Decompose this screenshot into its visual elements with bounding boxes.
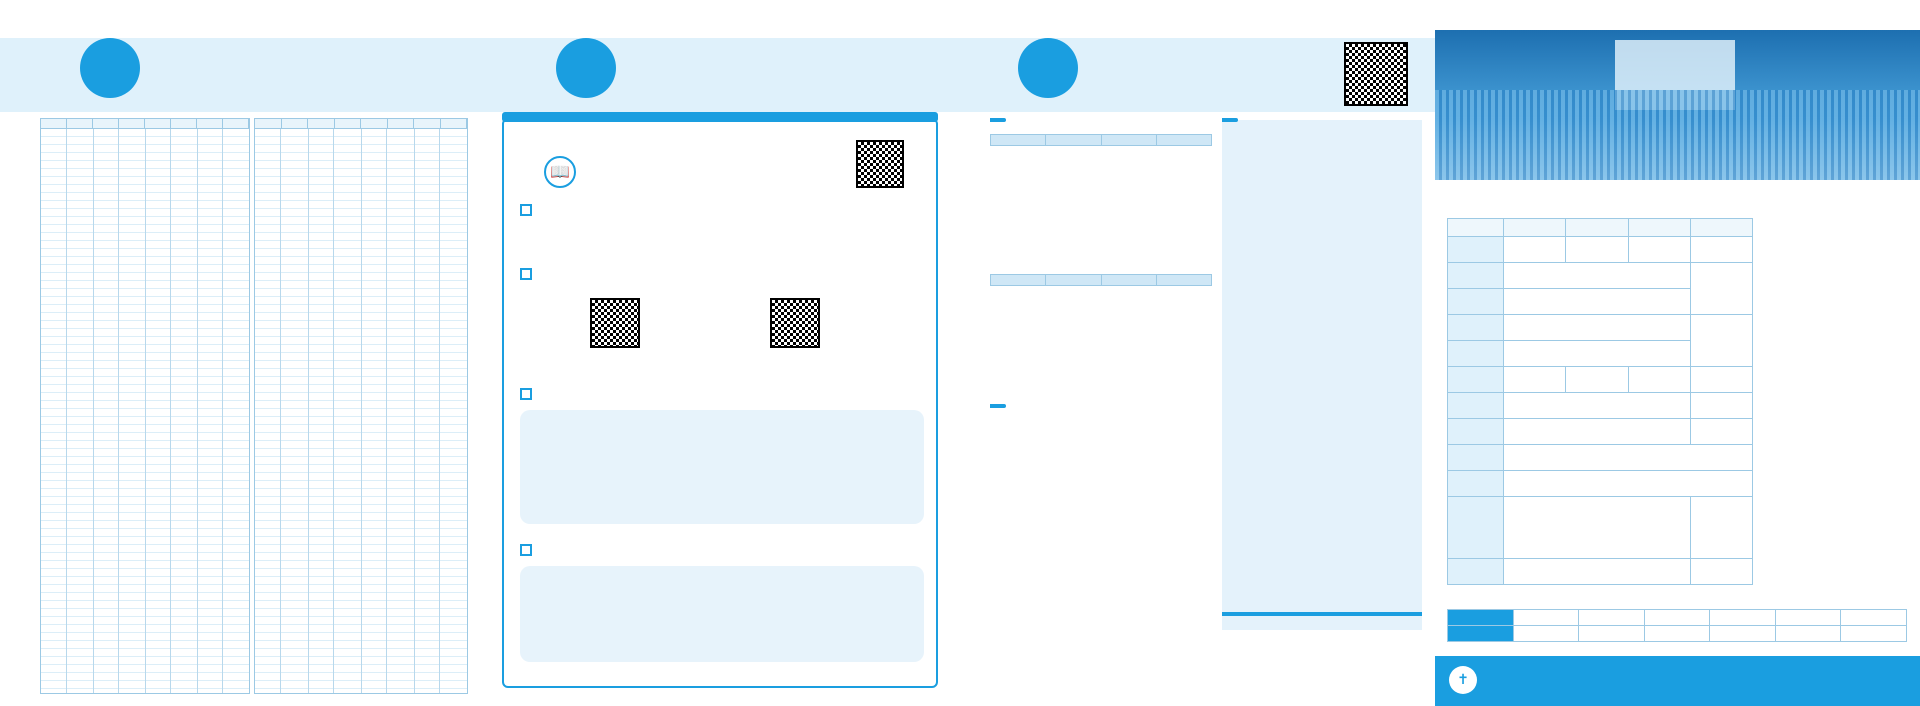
cell bbox=[1690, 237, 1752, 263]
cell bbox=[1710, 610, 1776, 626]
cell bbox=[1504, 393, 1691, 419]
row-label bbox=[1448, 559, 1504, 585]
word-panel bbox=[520, 410, 924, 524]
col-header bbox=[1046, 135, 1101, 146]
row-label bbox=[1448, 367, 1504, 393]
cell bbox=[1775, 626, 1841, 642]
section-worship bbox=[520, 268, 538, 280]
book-icon: 📖 bbox=[544, 156, 576, 188]
cell bbox=[1690, 419, 1752, 445]
cell bbox=[1504, 341, 1691, 367]
page-5 bbox=[0, 0, 480, 706]
section-welcome bbox=[520, 204, 538, 216]
roster-header bbox=[40, 118, 250, 129]
cell bbox=[1579, 610, 1645, 626]
row-label bbox=[1448, 393, 1504, 419]
mission-tag bbox=[990, 404, 1006, 408]
col-header bbox=[1101, 275, 1156, 286]
col-header bbox=[991, 275, 1046, 286]
cell bbox=[1690, 315, 1752, 367]
sanctuary-photo bbox=[1435, 30, 1920, 180]
issue-bar bbox=[1435, 0, 1920, 28]
col-header bbox=[67, 119, 93, 128]
next-prayer-label bbox=[1448, 626, 1514, 642]
next-week-table bbox=[1447, 609, 1907, 642]
cell bbox=[1513, 626, 1579, 642]
row-label bbox=[1448, 497, 1504, 559]
col-header bbox=[93, 119, 119, 128]
sermon4-cell bbox=[1690, 497, 1752, 559]
cell bbox=[1566, 237, 1628, 263]
col-header bbox=[308, 119, 335, 128]
checkbox-icon bbox=[520, 544, 532, 556]
cell bbox=[1690, 559, 1752, 585]
adult-worship-table bbox=[990, 134, 1212, 146]
cell bbox=[1644, 626, 1710, 642]
row-label bbox=[1448, 237, 1504, 263]
qr-code-icon[interactable] bbox=[1344, 42, 1408, 106]
church-footer bbox=[1435, 656, 1920, 706]
next-label bbox=[1448, 610, 1514, 626]
page-6 bbox=[480, 0, 960, 706]
cell bbox=[1690, 367, 1752, 393]
card-tab bbox=[502, 112, 938, 122]
col-header bbox=[171, 119, 197, 128]
col-header bbox=[282, 119, 309, 128]
worship-tag bbox=[990, 118, 1006, 122]
col-header bbox=[441, 119, 468, 128]
section-badge bbox=[80, 38, 140, 98]
cover-page bbox=[1435, 0, 1920, 706]
page-7 bbox=[960, 0, 1435, 706]
staff-tag bbox=[1222, 118, 1238, 122]
col-header bbox=[335, 119, 362, 128]
section-badge bbox=[556, 38, 616, 98]
cell bbox=[1841, 626, 1907, 642]
roster-rows bbox=[40, 129, 250, 694]
service-header bbox=[1628, 219, 1690, 237]
sermon-cell bbox=[1504, 497, 1691, 559]
church-logo-icon: ✝ bbox=[1449, 666, 1477, 694]
col-header bbox=[388, 119, 415, 128]
cell bbox=[1504, 237, 1566, 263]
cell bbox=[1566, 367, 1628, 393]
col-header bbox=[991, 135, 1046, 146]
checkbox-icon bbox=[520, 388, 532, 400]
roster-rows bbox=[254, 129, 468, 694]
cell bbox=[1504, 367, 1566, 393]
row-label bbox=[1448, 263, 1504, 289]
cell bbox=[1628, 367, 1690, 393]
cell bbox=[1775, 610, 1841, 626]
cell bbox=[1628, 237, 1690, 263]
cell bbox=[1690, 393, 1752, 419]
header-band bbox=[0, 38, 480, 112]
row-label bbox=[1448, 315, 1504, 341]
col-header bbox=[255, 119, 282, 128]
roster-header bbox=[254, 118, 468, 129]
education-table bbox=[1222, 612, 1422, 616]
cell bbox=[1690, 263, 1752, 315]
row-label bbox=[1448, 445, 1504, 471]
row-label bbox=[1448, 471, 1504, 497]
order-of-worship bbox=[1447, 218, 1753, 585]
row-label bbox=[1448, 419, 1504, 445]
qr-code-icon[interactable] bbox=[770, 298, 820, 348]
edu-title bbox=[1222, 612, 1422, 616]
mission-overseas bbox=[990, 422, 1218, 426]
staff-panel bbox=[1222, 120, 1422, 630]
service-header bbox=[1690, 219, 1752, 237]
checkbox-icon bbox=[520, 204, 532, 216]
school-worship-table bbox=[990, 274, 1212, 286]
cell-roster-left bbox=[40, 118, 250, 694]
cell bbox=[1504, 559, 1691, 585]
service-header bbox=[1504, 219, 1566, 237]
cell bbox=[1504, 315, 1691, 341]
cell bbox=[1504, 289, 1691, 315]
cell bbox=[1504, 471, 1753, 497]
col-header bbox=[41, 119, 67, 128]
checkbox-icon bbox=[520, 268, 532, 280]
col-header bbox=[1156, 275, 1211, 286]
cell bbox=[1579, 626, 1645, 642]
cell bbox=[1513, 610, 1579, 626]
study-card bbox=[502, 118, 938, 688]
service-header bbox=[1566, 219, 1628, 237]
section-badge bbox=[1018, 38, 1078, 98]
col-header bbox=[1101, 135, 1156, 146]
col-header bbox=[361, 119, 388, 128]
col-header bbox=[119, 119, 145, 128]
qr-code-icon[interactable] bbox=[856, 140, 904, 188]
header-band bbox=[480, 38, 960, 112]
col-header bbox=[1156, 135, 1211, 146]
row-label bbox=[1448, 289, 1504, 315]
section-word bbox=[520, 388, 538, 400]
cell bbox=[1504, 419, 1691, 445]
col-header bbox=[414, 119, 441, 128]
section-work bbox=[520, 544, 538, 556]
cell-roster-right bbox=[254, 118, 468, 694]
cell bbox=[1710, 626, 1776, 642]
cell bbox=[1644, 610, 1710, 626]
work-panel bbox=[520, 566, 924, 662]
col-header bbox=[145, 119, 171, 128]
cell bbox=[1504, 263, 1691, 289]
row-label bbox=[1448, 341, 1504, 367]
col-header bbox=[197, 119, 223, 128]
qr-code-icon[interactable] bbox=[590, 298, 640, 348]
col-header bbox=[223, 119, 249, 128]
col-header bbox=[1046, 275, 1101, 286]
cell bbox=[1504, 445, 1753, 471]
cell bbox=[1841, 610, 1907, 626]
